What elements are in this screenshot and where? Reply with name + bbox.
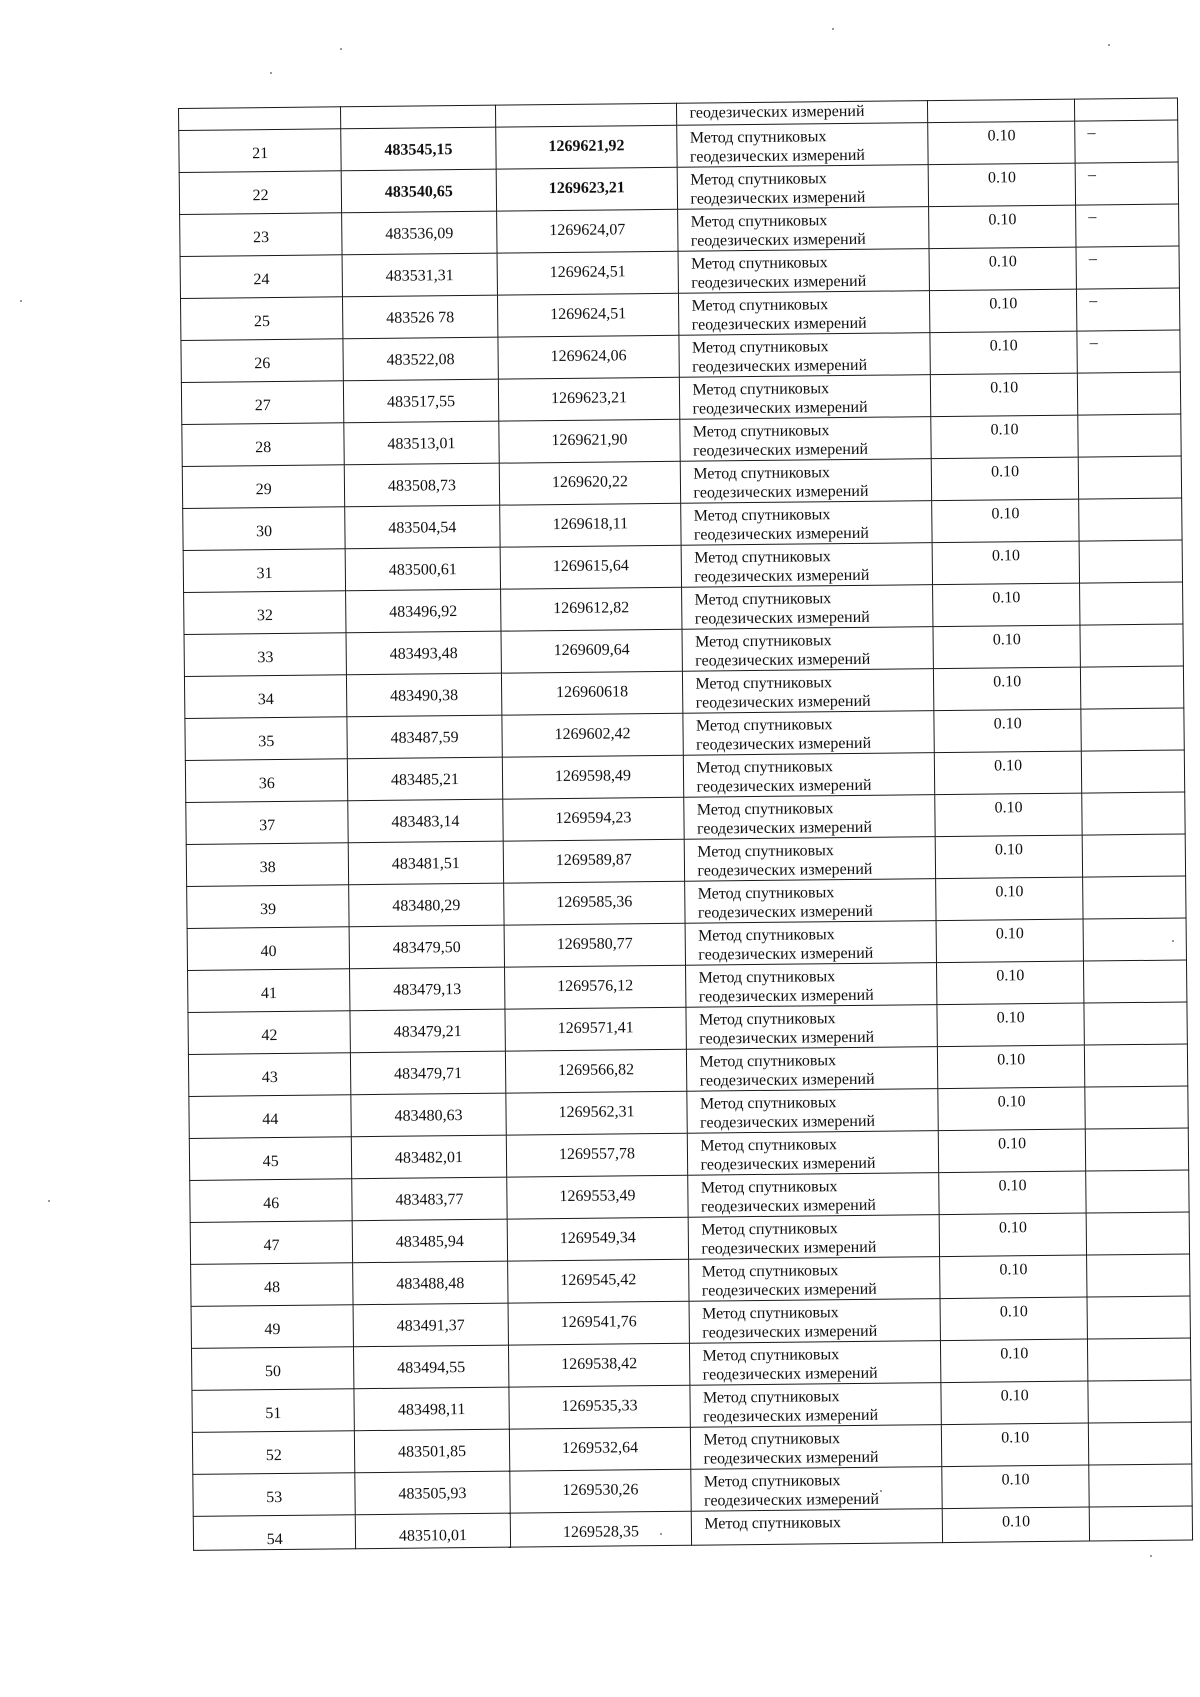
point-number: 32 — [184, 591, 347, 635]
method-line-2: геодезических измерений — [702, 1364, 878, 1384]
measurement-method — [685, 837, 936, 882]
description — [1085, 1086, 1188, 1129]
accuracy: 0.10 — [933, 583, 1080, 627]
measurement-method — [678, 207, 929, 252]
method-line-2: геодезических измерений — [693, 524, 869, 544]
point-number: 48 — [191, 1263, 354, 1307]
coord-y: 1269623,21 — [496, 167, 678, 211]
method-line-1: Метод спутниковых — [703, 1430, 841, 1449]
point-number: 44 — [189, 1095, 352, 1139]
point-number: 54 — [193, 1515, 356, 1551]
description — [1089, 1506, 1192, 1541]
point-number: 27 — [181, 381, 344, 425]
cell-accuracy — [928, 99, 1075, 123]
description — [1078, 414, 1181, 457]
coord-x: 483479,21 — [350, 1009, 505, 1053]
point-number: 49 — [191, 1305, 354, 1349]
coord-x: 483494,55 — [354, 1345, 509, 1389]
coord-y: 1269602,42 — [501, 713, 683, 757]
coord-y: 1269566,82 — [505, 1049, 687, 1093]
coord-y: 1269585,36 — [503, 881, 685, 925]
coord-y: 1269538,42 — [508, 1343, 690, 1387]
method-line-2: геодезических измерений — [697, 860, 873, 880]
method-line-2: геодезических измерений — [703, 1490, 880, 1510]
method-line-1: Метод спутниковых — [693, 464, 831, 483]
description — [1083, 876, 1186, 919]
method-line-1: Метод спутниковых — [690, 212, 828, 231]
description — [1079, 540, 1182, 583]
description — [1082, 834, 1185, 877]
method-line-1: Метод спутниковых — [694, 590, 832, 609]
coord-x: 483485,94 — [353, 1219, 508, 1263]
point-number: 40 — [187, 927, 350, 971]
method-line-1: Метод спутниковых — [701, 1220, 838, 1239]
point-number: 37 — [186, 801, 349, 845]
method-line-2: геодезических измерений — [692, 356, 868, 376]
coord-x: 483545,15 — [341, 127, 496, 171]
point-number: 42 — [188, 1011, 351, 1055]
method-line-1: Метод спутниковых — [699, 1094, 837, 1113]
measurement-method — [681, 459, 932, 504]
measurement-method — [677, 123, 928, 168]
description — [1087, 1296, 1190, 1339]
coord-x: 483540,65 — [342, 169, 497, 213]
method-line-1: Метод спутниковых — [696, 800, 834, 819]
method-line-2: геодезических измерений — [700, 1154, 876, 1174]
point-number: 28 — [182, 423, 345, 467]
accuracy: 0.10 — [939, 1171, 1086, 1215]
point-number: 23 — [180, 213, 343, 257]
description: – — [1077, 330, 1180, 373]
coord-x: 483488,48 — [353, 1261, 508, 1305]
point-number: 25 — [180, 297, 343, 341]
coord-y: 1269624,06 — [497, 335, 679, 379]
accuracy: 0.10 — [931, 457, 1078, 501]
measurement-method — [686, 921, 937, 966]
coord-x: 483480,63 — [351, 1093, 506, 1137]
coord-x: 483491,37 — [353, 1303, 508, 1347]
method-line-2: геодезических измерений — [695, 692, 871, 712]
measurement-method — [691, 1467, 942, 1512]
accuracy: 0.10 — [928, 121, 1075, 165]
accuracy: 0.10 — [931, 373, 1078, 417]
coord-y: 1269621,92 — [495, 125, 677, 169]
point-number: 52 — [192, 1431, 355, 1475]
method-line-2: геодезических измерений — [690, 230, 866, 250]
point-number: 47 — [190, 1221, 353, 1265]
description: – — [1077, 288, 1180, 331]
method-line-1: Метод спутниковых — [690, 170, 827, 189]
method-line-1: Метод спутниковых — [702, 1388, 840, 1407]
scan-speck — [1172, 940, 1174, 942]
measurement-method — [678, 249, 929, 294]
coord-x: 483481,51 — [349, 841, 504, 885]
accuracy: 0.10 — [942, 1507, 1089, 1543]
description — [1087, 1254, 1190, 1297]
coord-y: 1269615,64 — [500, 545, 682, 589]
method-line-2: геодезических измерений — [694, 608, 870, 628]
method-line-1: Метод спутниковых — [698, 968, 836, 987]
accuracy: 0.10 — [933, 625, 1080, 669]
method-line-1: Метод спутниковых — [703, 1472, 841, 1491]
measurement-method — [690, 1383, 941, 1428]
accuracy: 0.10 — [937, 1003, 1084, 1047]
accuracy: 0.10 — [936, 877, 1083, 921]
coord-x: 483526 78 — [343, 295, 498, 339]
method-line-2: геодезических измерений — [699, 1070, 875, 1090]
method-line-1: Метод спутниковых — [695, 674, 833, 693]
method-line-2: геодезических измерений — [698, 944, 874, 964]
coord-x: 483522,08 — [343, 337, 498, 381]
method-line-1: Метод спутниковых — [692, 422, 830, 441]
accuracy: 0.10 — [932, 499, 1079, 543]
method-line-1: Метод спутниковых — [701, 1262, 839, 1281]
accuracy: 0.10 — [935, 835, 1082, 879]
measurement-method — [691, 1425, 942, 1470]
measurement-method — [688, 1131, 939, 1176]
accuracy: 0.10 — [934, 751, 1081, 795]
accuracy: 0.10 — [942, 1423, 1089, 1467]
accuracy: 0.10 — [941, 1339, 1088, 1383]
point-number: 29 — [182, 465, 345, 509]
coord-x: 483483,77 — [352, 1177, 507, 1221]
description — [1083, 918, 1186, 961]
scan-speck — [660, 1533, 662, 1535]
method-line-2: геодезических измерений — [696, 776, 872, 796]
method-line-2: геодезических измерений — [703, 1448, 879, 1468]
point-number: 35 — [185, 717, 348, 761]
method-line-2: геодезических измерений — [701, 1280, 877, 1300]
scan-speck — [1108, 44, 1110, 46]
accuracy: 0.10 — [932, 541, 1079, 585]
method-line-1: Метод спутниковых — [698, 1010, 836, 1029]
method-line-2: геодезических измерений — [702, 1322, 878, 1342]
accuracy: 0.10 — [928, 163, 1075, 207]
coord-y: 1269609,64 — [501, 629, 683, 673]
method-line-2: геодезических измерений — [695, 650, 871, 670]
description — [1078, 456, 1181, 499]
measurement-method — [682, 627, 933, 672]
point-number: 38 — [186, 843, 349, 887]
coord-y: 1269576,12 — [504, 965, 686, 1009]
measurement-method — [686, 963, 937, 1008]
method-line-2: геодезических измерений — [696, 818, 873, 838]
scan-speck — [1150, 1555, 1152, 1557]
measurement-method — [689, 1299, 940, 1344]
coord-y: 1269571,41 — [504, 1007, 686, 1051]
point-number: 21 — [179, 129, 342, 173]
coord-y: 1269532,64 — [509, 1427, 691, 1471]
method-line-1: Метод спутниковых — [697, 884, 835, 903]
method-line-2: геодезических измерений — [689, 102, 865, 122]
method-line-1: Метод спутниковых — [693, 506, 831, 525]
method-line-1: Метод спутниковых — [694, 548, 831, 567]
accuracy: 0.10 — [929, 205, 1076, 249]
coord-y: 1269624,51 — [497, 293, 679, 337]
coord-x: 483480,29 — [349, 883, 504, 927]
method-line-2: геодезических измерений — [700, 1112, 876, 1132]
method-line-2: геодезических измерений — [699, 1028, 875, 1048]
description — [1080, 582, 1183, 625]
method-line-2: геодезических измерений — [693, 482, 869, 502]
coord-y: 1269553,49 — [506, 1175, 688, 1219]
point-number: 51 — [192, 1389, 355, 1433]
cell-y — [495, 103, 677, 127]
measurement-method — [682, 585, 933, 630]
method-line-1: Метод спутниковых — [702, 1346, 840, 1365]
accuracy: 0.10 — [929, 247, 1076, 291]
point-number: 53 — [193, 1473, 356, 1517]
point-number: 43 — [188, 1053, 351, 1097]
coord-x: 483485,21 — [348, 757, 503, 801]
coord-y: 1269589,87 — [503, 839, 685, 883]
measurement-method — [687, 1047, 938, 1092]
method-line-1: Метод спутниковых — [691, 254, 828, 273]
accuracy: 0.10 — [931, 415, 1078, 459]
scan-speck — [880, 1490, 882, 1492]
accuracy: 0.10 — [942, 1465, 1089, 1509]
method-line-1: Метод спутниковых — [700, 1136, 838, 1155]
point-number: 50 — [191, 1347, 354, 1391]
scan-speck — [270, 72, 272, 74]
method-line-2: геодезических измерений — [690, 188, 866, 208]
coord-x: 483479,50 — [349, 925, 504, 969]
description — [1088, 1422, 1191, 1465]
description — [1086, 1170, 1189, 1213]
coord-y: 1269618,11 — [499, 503, 681, 547]
coord-x: 483504,54 — [345, 505, 500, 549]
coord-x: 483513,01 — [344, 421, 499, 465]
accuracy: 0.10 — [934, 709, 1081, 753]
method-line-2: геодезических измерений — [689, 146, 866, 166]
measurement-method — [679, 291, 930, 336]
measurement-method — [680, 417, 931, 462]
point-number: 24 — [180, 255, 343, 299]
accuracy: 0.10 — [937, 961, 1084, 1005]
coord-y: 1269623,21 — [498, 377, 680, 421]
description — [1089, 1464, 1192, 1507]
measurement-method — [685, 879, 936, 924]
description — [1088, 1380, 1191, 1423]
cell-desc — [1075, 98, 1178, 121]
description: – — [1076, 246, 1179, 289]
measurement-method — [680, 375, 931, 420]
coord-y: 1269624,07 — [496, 209, 678, 253]
accuracy: 0.10 — [938, 1129, 1085, 1173]
point-number: 31 — [183, 549, 346, 593]
method-line-1: Метод спутниковых — [689, 128, 827, 147]
measurement-method — [688, 1173, 939, 1218]
description — [1085, 1044, 1188, 1087]
coord-x: 483479,71 — [351, 1051, 506, 1095]
measurement-method — [683, 669, 934, 714]
coord-y: 1269535,33 — [508, 1385, 690, 1429]
method-line-1: Метод спутниковых — [695, 716, 833, 735]
coord-y: 1269530,26 — [509, 1469, 691, 1513]
coord-x: 483510,01 — [356, 1513, 511, 1549]
scan-speck — [20, 300, 22, 302]
method-line-1: Метод спутниковых — [699, 1052, 837, 1071]
description — [1081, 708, 1184, 751]
method-line-2: геодезических измерений — [692, 440, 869, 460]
accuracy: 0.10 — [940, 1297, 1087, 1341]
point-number: 33 — [184, 633, 347, 677]
coord-x: 483479,13 — [350, 967, 505, 1011]
description: – — [1076, 204, 1179, 247]
coord-x: 483498,11 — [354, 1387, 509, 1431]
method-line-2: геодезических измерений — [703, 1406, 879, 1426]
coord-y: 1269624,51 — [497, 251, 679, 295]
method-line-1: Метод спутниковых — [700, 1178, 838, 1197]
accuracy: 0.10 — [936, 919, 1083, 963]
description — [1077, 372, 1180, 415]
measurement-method — [679, 333, 930, 378]
method-line-2: геодезических измерений — [700, 1196, 877, 1216]
accuracy: 0.10 — [930, 331, 1077, 375]
method-line-1: Метод спутниковых — [692, 380, 830, 399]
coord-y: 126960618 — [501, 671, 683, 715]
measurement-method — [683, 711, 934, 756]
measurement-method — [689, 1257, 940, 1302]
cell-method — [677, 101, 928, 126]
coord-y: 1269598,49 — [502, 755, 684, 799]
coord-y: 1269580,77 — [504, 923, 686, 967]
coord-x: 483508,73 — [345, 463, 500, 507]
measurement-method — [690, 1341, 941, 1386]
description — [1084, 960, 1187, 1003]
accuracy: 0.10 — [935, 793, 1082, 837]
description — [1081, 750, 1184, 793]
method-line-2: геодезических измерений — [697, 902, 873, 922]
description — [1086, 1212, 1189, 1255]
coord-y: 1269541,76 — [508, 1301, 690, 1345]
measurement-method — [684, 753, 935, 798]
coord-x: 483536,09 — [342, 211, 497, 255]
coord-x: 483496,92 — [346, 589, 501, 633]
coord-x: 483483,14 — [348, 799, 503, 843]
method-line-1: Метод спутниковых — [702, 1304, 839, 1323]
measurement-method — [681, 501, 932, 546]
coord-x: 483500,61 — [345, 547, 500, 591]
description — [1085, 1128, 1188, 1171]
measurement-method — [687, 1089, 938, 1134]
point-number: 30 — [183, 507, 346, 551]
description — [1084, 1002, 1187, 1045]
coord-y: 1269612,82 — [500, 587, 682, 631]
method-line-1: Метод спутниковых — [691, 296, 829, 315]
coord-x: 483490,38 — [347, 673, 502, 717]
scan-speck — [340, 48, 342, 50]
description: – — [1075, 162, 1178, 205]
description — [1079, 498, 1182, 541]
accuracy: 0.10 — [930, 289, 1077, 333]
cell-num — [179, 107, 342, 131]
method-line-2: геодезических измерений — [698, 986, 874, 1006]
method-line-1: Метод спутниковых — [696, 758, 834, 777]
description — [1088, 1338, 1191, 1381]
coord-x: 483531,31 — [342, 253, 497, 297]
method-line-2: геодезических измерений — [701, 1238, 877, 1258]
coordinates-table — [178, 98, 1193, 1551]
point-number: 36 — [185, 759, 348, 803]
measurement-method — [686, 1005, 937, 1050]
description — [1081, 666, 1184, 709]
measurement-method — [682, 543, 933, 588]
coord-x: 483493,48 — [346, 631, 501, 675]
point-number: 22 — [179, 171, 342, 215]
method-line-2: геодезических измерений — [691, 272, 867, 292]
method-line-1: Метод спутниковых — [704, 1514, 842, 1533]
method-line-1: Метод спутниковых — [691, 338, 829, 357]
method-line-2: геодезических измерений — [692, 398, 868, 418]
coord-x: 483505,93 — [355, 1471, 510, 1515]
cell-x — [341, 105, 495, 129]
coord-x: 483487,59 — [347, 715, 502, 759]
description — [1080, 624, 1183, 667]
measurement-method — [689, 1215, 940, 1260]
coord-x: 483517,55 — [344, 379, 499, 423]
method-line-2: геодезических измерений — [691, 314, 867, 334]
coord-y: 1269528,35 — [510, 1511, 692, 1547]
point-number: 46 — [190, 1179, 353, 1223]
accuracy: 0.10 — [940, 1255, 1087, 1299]
coordinates-table-body — [179, 98, 1193, 1550]
method-line-2: геодезических измерений — [696, 734, 872, 754]
accuracy: 0.10 — [938, 1087, 1085, 1131]
method-line-1: Метод спутниковых — [694, 632, 832, 651]
method-line-1: Метод спутниковых — [697, 842, 834, 861]
accuracy: 0.10 — [938, 1045, 1085, 1089]
coord-x: 483482,01 — [352, 1135, 507, 1179]
coord-y: 1269621,90 — [498, 419, 680, 463]
accuracy: 0.10 — [934, 667, 1081, 711]
coord-y: 1269549,34 — [507, 1217, 689, 1261]
accuracy: 0.10 — [941, 1381, 1088, 1425]
coord-x: 483501,85 — [355, 1429, 510, 1473]
coord-y: 1269594,23 — [502, 797, 684, 841]
coord-y: 1269620,22 — [499, 461, 681, 505]
point-number: 39 — [187, 885, 350, 929]
point-number: 45 — [189, 1137, 352, 1181]
measurement-method — [678, 165, 929, 210]
point-number: 34 — [184, 675, 347, 719]
point-number: 26 — [181, 339, 344, 383]
method-line-1: Метод спутниковых — [698, 926, 835, 945]
accuracy: 0.10 — [939, 1213, 1086, 1257]
point-number: 41 — [188, 969, 351, 1013]
measurement-method — [692, 1509, 943, 1546]
measurement-method — [684, 795, 935, 840]
description: – — [1075, 120, 1178, 163]
scan-speck — [48, 1200, 50, 1202]
scan-speck — [832, 28, 834, 30]
description — [1082, 792, 1185, 835]
coord-y: 1269557,78 — [506, 1133, 688, 1177]
method-line-2: геодезических измерений — [694, 566, 870, 586]
coord-y: 1269545,42 — [507, 1259, 689, 1303]
coord-y: 1269562,31 — [505, 1091, 687, 1135]
